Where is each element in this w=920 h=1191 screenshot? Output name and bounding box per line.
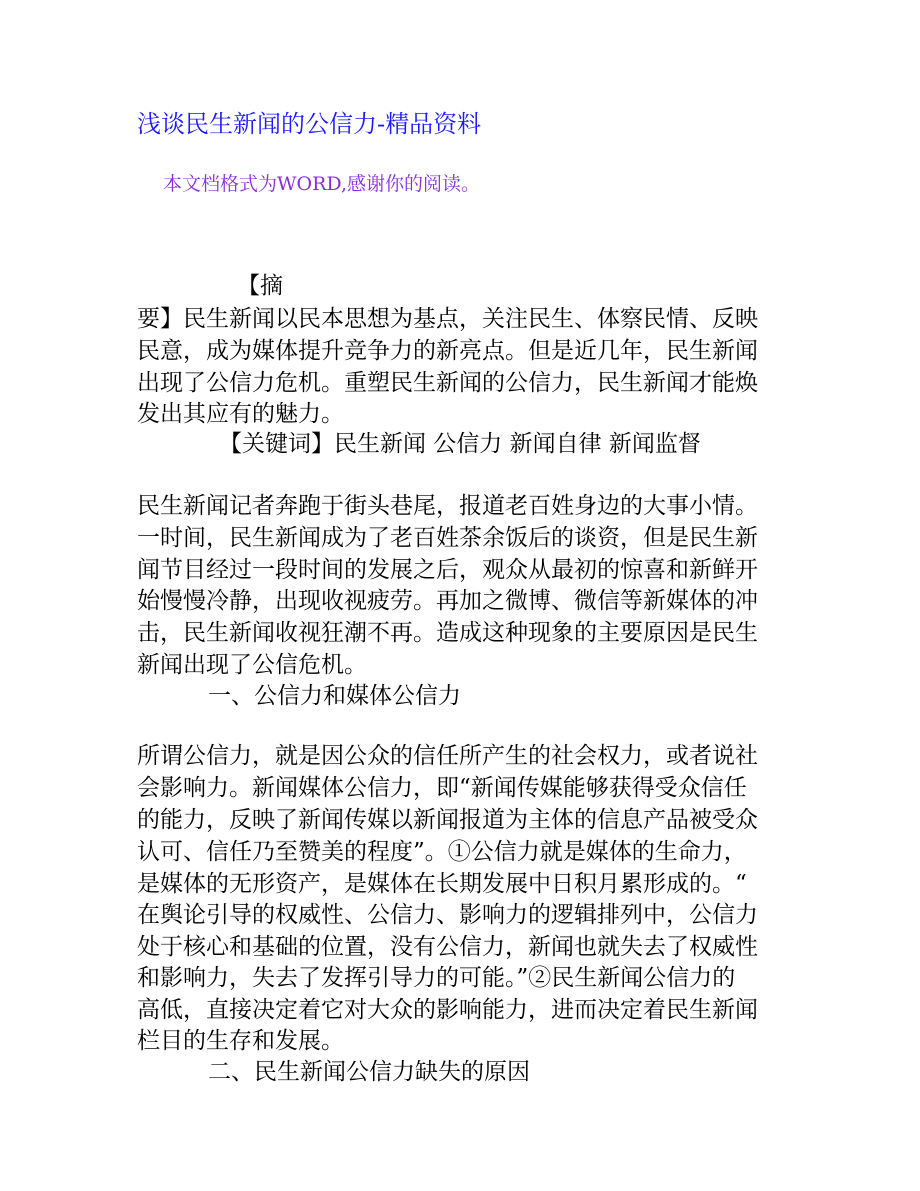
intro-line: 民生新闻记者奔跑于街头巷尾，报道老百姓身边的大事小情。 [137, 493, 758, 519]
section1-line: 和影响力，失去了发挥引导力的可能。”②民生新闻公信力的 [137, 965, 736, 991]
intro-line: 击，民生新闻收视狂潮不再。造成这种现象的主要原因是民生 [137, 620, 758, 646]
section1-line: 的能力，反映了新闻传媒以新闻报道为主体的信息产品被受众 [137, 807, 758, 833]
abstract-line: 发出其应有的魅力。 [137, 401, 344, 427]
section-heading-1: 一、公信力和媒体公信力 [208, 683, 461, 709]
section1-line: 会影响力。新闻媒体公信力，即“新闻传媒能够获得受众信任 [137, 775, 747, 801]
document-title: 浅谈民生新闻的公信力-精品资料 [137, 110, 482, 138]
section1-line: 所谓公信力，就是因公众的信任所产生的社会权力，或者说社 [137, 743, 758, 769]
keywords-line: 【关键词】民生新闻 公信力 新闻自律 新闻监督 [219, 431, 701, 457]
section1-line: 是媒体的无形资产，是媒体在长期发展中日积月累形成的。“ [137, 871, 747, 897]
intro-line: 始慢慢冷静，出现收视疲劳。再加之微博、微信等新媒体的冲 [137, 588, 758, 614]
abstract-line: 民意，成为媒体提升竞争力的新亮点。但是近几年，民生新闻 [137, 338, 758, 364]
section1-line: 在舆论引导的权威性、公信力、影响力的逻辑排列中，公信力 [137, 902, 758, 928]
section1-line: 高低，直接决定着它对大众的影响能力，进而决定着民生新闻 [137, 997, 758, 1023]
section-heading-2: 二、民生新闻公信力缺失的原因 [208, 1059, 530, 1085]
intro-line: 一时间，民生新闻成为了老百姓茶余饭后的谈资，但是民生新 [137, 525, 758, 551]
document-subtitle: 本文档格式为WORD,感谢你的阅读。 [163, 173, 481, 195]
intro-line: 新闻出现了公信危机。 [137, 652, 367, 678]
abstract-line: 出现了公信力危机。重塑民生新闻的公信力，民生新闻才能焕 [137, 370, 758, 396]
section1-line: 处于核心和基础的位置，没有公信力，新闻也就失去了权威性 [137, 934, 758, 960]
section1-line: 栏目的生存和发展。 [137, 1028, 344, 1054]
section1-line: 认可、信任乃至赞美的程度”。①公信力就是媒体的生命力， [137, 839, 747, 865]
abstract-line: 【摘 [237, 273, 283, 299]
intro-line: 闻节目经过一段时间的发展之后，观众从最初的惊喜和新鲜开 [137, 557, 758, 583]
abstract-line: 要】民生新闻以民本思想为基点，关注民生、体察民情、反映 [137, 306, 758, 332]
